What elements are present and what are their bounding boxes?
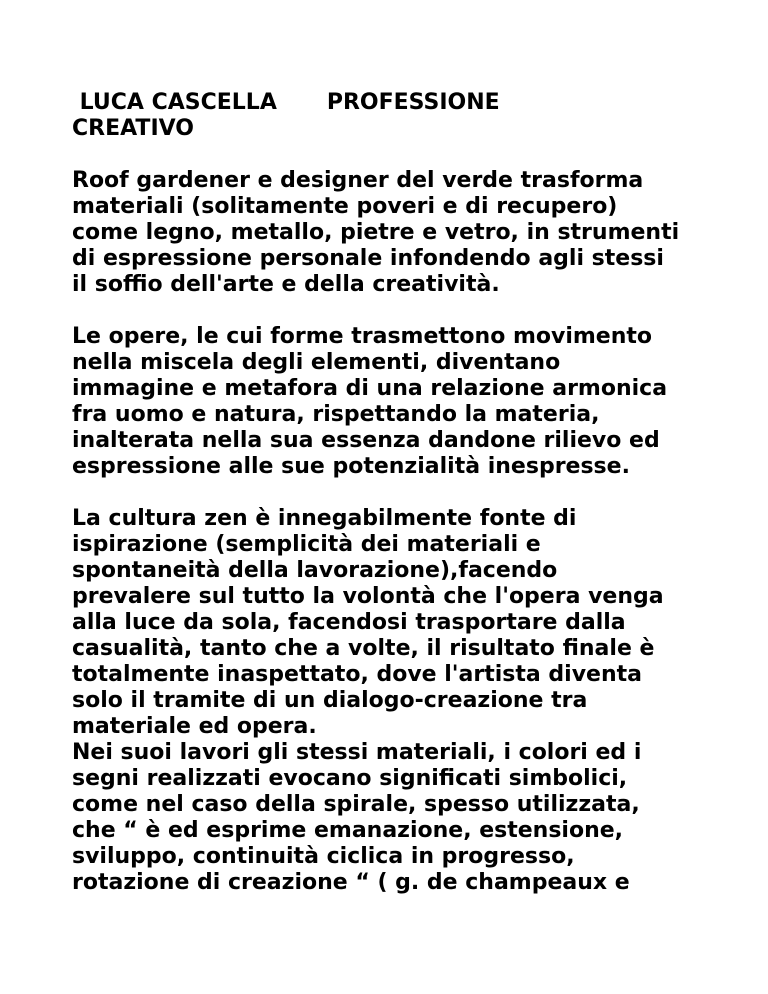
text-line: segni realizzati evocano significati simbolici, xyxy=(72,766,628,791)
text-line: totalmente inaspettato, dove l'artista diventa xyxy=(72,662,642,687)
text-line: sviluppo, continuità ciclica in progresso, xyxy=(72,844,575,869)
text-line: ispirazione (semplicità dei materiali e xyxy=(72,532,541,557)
text-line: casualità, tanto che a volte, il risultato finale è xyxy=(72,636,655,661)
text-line: rotazione di creazione “ ( g. de champeaux e xyxy=(72,870,630,895)
text-line: come nel caso della spirale, spesso utilizzata, xyxy=(72,792,640,817)
text-line: spontaneità della lavorazione),facendo xyxy=(72,558,558,583)
text-line: che “ è ed esprime emanazione, estensione, xyxy=(72,818,624,843)
title-creative: CREATIVO xyxy=(72,116,194,141)
text-line: nella miscela degli elementi, diventano xyxy=(72,350,561,375)
text-line: prevalere sul tutto la volontà che l'opera venga xyxy=(72,584,664,609)
author-name: LUCA CASCELLA xyxy=(72,90,277,115)
text-line: Nei suoi lavori gli stessi materiali, i colori ed i xyxy=(72,740,642,765)
paragraph-intro xyxy=(72,168,712,298)
document-page xyxy=(72,90,712,896)
paragraph-symbols xyxy=(72,740,712,896)
document-title xyxy=(72,90,712,116)
text-line: solo il tramite di un dialogo-creazione tra xyxy=(72,688,588,713)
text-line: il soffio dell'arte e della creatività. xyxy=(72,272,500,297)
text-line: inalterata nella sua essenza dandone rilievo ed xyxy=(72,428,660,453)
document-title-continued xyxy=(72,116,712,142)
text-line: materiale ed opera. xyxy=(72,714,317,739)
text-line: fra uomo e natura, rispettando la materia, xyxy=(72,402,600,427)
text-line: Roof gardener e designer del verde trasforma xyxy=(72,168,644,193)
title-profession: PROFESSIONE xyxy=(326,90,500,115)
text-line: espressione alle sue potenzialità inespresse. xyxy=(72,454,630,479)
text-line: La cultura zen è innegabilmente fonte di xyxy=(72,506,577,531)
paragraph-works xyxy=(72,324,712,480)
text-line: immagine e metafora di una relazione armonica xyxy=(72,376,668,401)
text-line: Le opere, le cui forme trasmettono movimento xyxy=(72,324,653,349)
paragraph-zen-culture xyxy=(72,506,712,740)
text-line: materiali (solitamente poveri e di recupero) xyxy=(72,194,618,219)
text-line: alla luce da sola, facendosi trasportare dalla xyxy=(72,610,626,635)
text-line: di espressione personale infondendo agli stessi xyxy=(72,246,664,271)
text-line: come legno, metallo, pietre e vetro, in strumenti xyxy=(72,220,680,245)
